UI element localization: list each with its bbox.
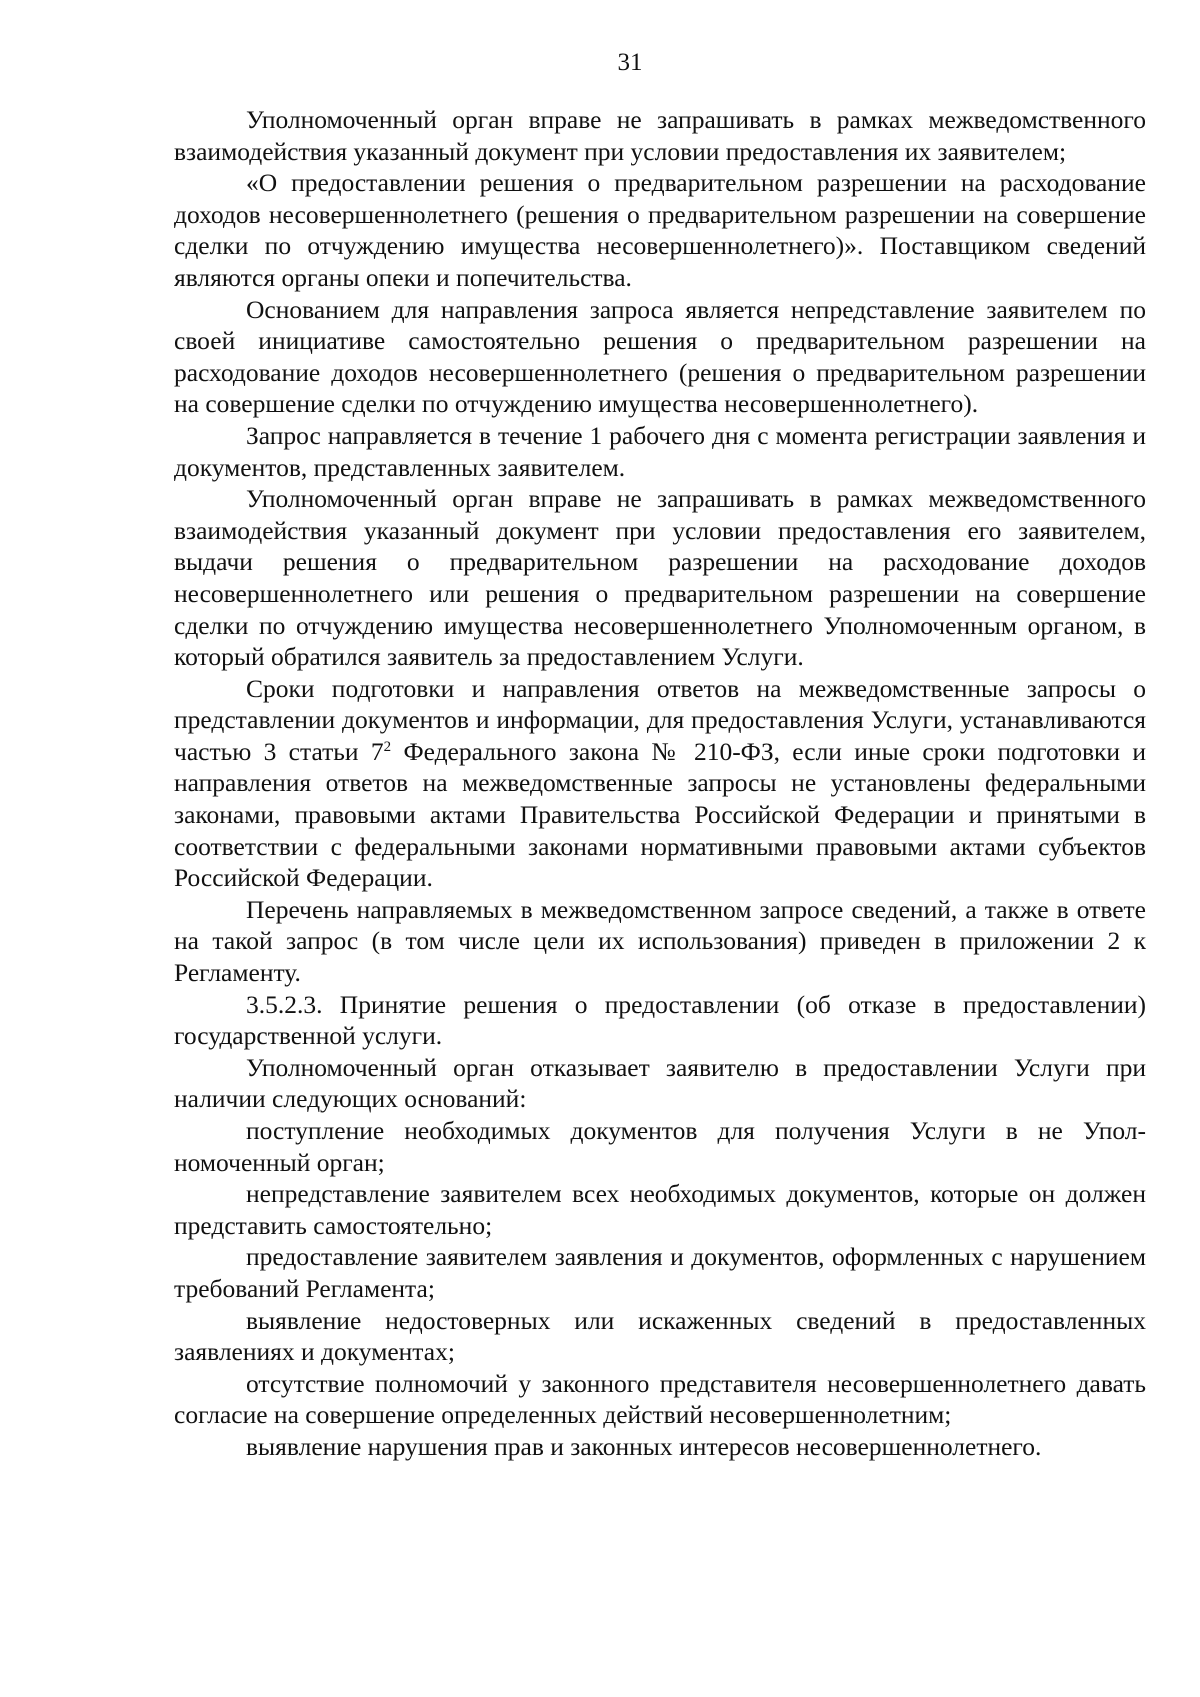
paragraph-with-superscript — [174, 673, 1146, 894]
paragraph: «О предоставлении решения о предварительном разрешении на расходование доходов несовершеннолетнего (решения о предварительном разрешении на совершение сделки по отчуждению имущества несовершеннолетнего)». Поставщиком сведений являются органы опеки и попечительства. — [174, 168, 1146, 292]
page-body — [174, 104, 1146, 1463]
superscript: 2 — [383, 738, 392, 755]
paragraph: Запрос направляется в течение 1 рабочего дня с момента регистрации заявления и документов, представленных заявителем. — [174, 420, 1146, 482]
paragraph: Перечень направляемых в межведомственном запросе сведений, а также в ответе на такой запрос (в том числе цели их использования) приведен в приложении 2 к Регламенту. — [174, 894, 1146, 988]
list-item: выявление нарушения прав и законных интересов несовершеннолетнего. — [246, 1431, 1042, 1461]
list-item: выявление недостоверных или искаженных сведений в предоставленных заявлениях и документах; — [174, 1305, 1146, 1367]
list-item: непредставление заявителем всех необходимых документов, которые он должен представить самостоятельно; — [174, 1179, 1146, 1240]
section-paragraph: 3.5.2.3. Принятие решения о предоставлении (об отказе в предоставлении) государственной услуги. — [174, 989, 1146, 1051]
paragraph-text-before: Сроки подготовки и направления ответов на межведомственные запросы о представлении документов и информации, для предоставления Услуги, устанавливаются частью 3 статьи 7 — [174, 673, 1146, 766]
paragraph: Уполномоченный орган вправе не запрашивать в рамках межведомственного взаимодействия указанный документ при условии предоставления его заявителем, выдачи решения о предварительном разрешении на расходование доходов несовершеннолетнего или решения о предварительном разрешении на совершение сделки по отчуждению имущества несовершеннолетнего Уполномоченным органом, в который обратился заявитель за предоставлением Услуги. — [174, 484, 1146, 672]
page-number: 31 — [617, 49, 643, 76]
list-item: предоставление заявителем заявления и документов, оформленных с нарушением требований Регламента; — [174, 1242, 1146, 1303]
list-item: поступление необходимых документов для получения Услуги в не Уполномоченный орган; — [174, 1116, 1146, 1177]
paragraph: Уполномоченный орган отказывает заявителю в предоставлении Услуги при наличии следующих оснований: — [174, 1052, 1146, 1114]
paragraph: Уполномоченный орган вправе не запрашивать в рамках межведомственного взаимодействия указанный документ при условии предоставления их заявителем; — [174, 105, 1146, 166]
paragraph: Основанием для направления запроса является непредставление заявителем по своей инициативе самостоятельно решения о предварительном разрешении на расходование доходов несовершеннолетнего (решения о предварительном разрешении на совершение сделки по отчуждению имущества несовершеннолетнего). — [174, 294, 1146, 419]
paragraph-text-after: Федерального закона № 210-ФЗ, если иные сроки подготовки и направления ответов на межведомственные запросы не установлены федеральными законами, правовыми актами Правительства Российской Федерации и принятыми в соответствии с федеральными законами нормативными правовыми актами субъектов Российской Федерации. — [174, 736, 1147, 893]
list-item: отсутствие полномочий у законного представителя несовершеннолетнего давать согласие на совершение определенных действий несовершеннолетним; — [174, 1368, 1146, 1430]
